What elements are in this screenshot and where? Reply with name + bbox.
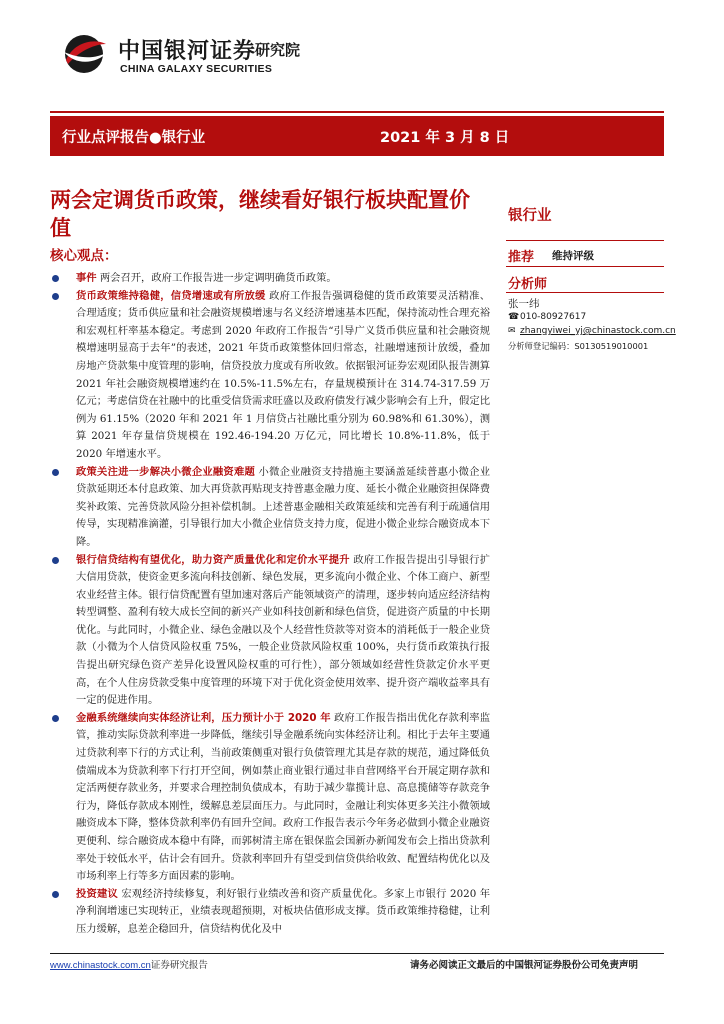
analyst-name: 张一纬: [508, 298, 540, 310]
phone-number: 010-80927617: [520, 312, 587, 322]
bullet-dot-icon: [52, 293, 59, 300]
bullet-lead: 金融系统继续向实体经济让利，压力预计小于 2020 年: [76, 711, 331, 724]
cert-label: 分析师登记编码：: [508, 341, 575, 351]
bullet-dot-icon: [52, 891, 59, 898]
bullet-lead: 投资建议: [76, 887, 118, 900]
cert-number: S0130519010001: [574, 341, 649, 351]
report-title: 两会定调货币政策，继续看好银行板块配置价值: [50, 188, 470, 240]
report-type: 行业点评报告●银行业: [62, 130, 206, 146]
bullet-lead: 政策关注进一步解决小微企业融资难题: [76, 465, 256, 478]
brand-name-en: CHINA GALAXY SECURITIES: [120, 63, 273, 75]
company-logo: [60, 30, 360, 80]
analyst-email: [508, 326, 676, 336]
sidebar-divider: [506, 240, 664, 241]
brand-name-cn: 中国银河证券: [118, 39, 257, 64]
footer-left-text: 证券研究报告: [150, 960, 208, 971]
analyst-cert: [508, 340, 648, 352]
analyst-phone: [508, 312, 586, 322]
rating-label: 推荐: [508, 250, 535, 265]
email-link[interactable]: zhangyiwei_yj@chinastock.com.cn: [520, 326, 676, 336]
website-link[interactable]: www.chinastock.com.cn: [50, 960, 151, 971]
phone-icon: ☎: [508, 312, 520, 322]
institute-label: 研究院: [255, 41, 301, 59]
list-item: [50, 552, 490, 710]
bullet-text: 政府工作报告强调稳健的货币政策要灵活精准、合理适度；货币供应量和社会融资规模增速与名义经济增速基本匹配，保持流动性合理充裕和宏观杠杆率基本稳定。考虑到 2020 年政府工作报告“引导广义货币供应量和社会融资规模增速明显高于去年”的表述，2021 年货币政策整体回归常态，社融增速预计放缓，叠加房地产贷款集中度管理的影响，信贷投放力度或有所收敛。依据银河证券宏观团队报告测算 2021 年社会融资规模增速约在 10.5%-11.5%左右，存量规模预计在 314.74-317.59 万亿元；考虑信贷在社融中的比重受信贷需求旺盛以及政府债发行减少影响会有上升，假定比例为 61.15%（2020 年和 2021 年 1 月信贷占社融比重分别为 60.98%和 61.30%），测算 2021 年存量信贷规模在 192.46-194.20 万亿元，同比增长 10.8%-11.8%，低于 2020 年增速水平。: [76, 289, 491, 460]
footer-rule: [50, 953, 664, 954]
galaxy-logo-icon: [60, 30, 110, 78]
bullet-dot-icon: [52, 715, 59, 722]
list-item: [50, 270, 490, 288]
core-views-heading: 核心观点：: [50, 248, 118, 264]
bullet-text: 小微企业融资支持措施主要涵盖延续普惠小微企业贷款延期还本付息政策、加大再贷款再贴现支持普惠金融力度、延长小微企业融资担保降费奖补政策、完善贷款风险分担补偿机制。上述普惠金融相关政策延续和完善有利于疏通信用传导，实现精准滴灌，引导银行加大小微企业信贷支持力度，促进小微企业综合融资成本下降。: [76, 465, 490, 548]
bullet-text: 政府工作报告提出引导银行扩大信用贷款，使资金更多流向科技创新、绿色发展，更多流向小微企业、个体工商户、新型农业经营主体。银行信贷配置有望加速对落后产能领域资产的清理，逐步转向适应经济结构转型调整、盈利有较大成长空间的新兴产业如科技创新和绿色信贷，促进资产质量的中长期优化。与此同时，小微企业、绿色金融以及个人经营性贷款等对资本的消耗低于一般企业贷款（小微为个人信贷风险权重 75%，一般企业贷款风险权重 100%，央行货币政策执行报告提出研究绿色资产差异化设置风险权重的可行性），部分领域如经营性贷款定价水平更高，在个人住房贷款受集中度管理的环境下对于优化资金使用效率、提升资产端收益率具有一定的促进作用。: [76, 553, 490, 707]
bullet-text: 宏观经济持续修复，利好银行业绩改善和资产质量优化。多家上市银行 2020 年净利润增速已实现转正，业绩表现超预期，对板块估值形成支撑。货币政策维持稳健，让利压力缓解，息差企稳回升，信贷结构优化及中: [76, 887, 491, 935]
bullet-lead: 事件: [76, 272, 97, 284]
bullet-dot-icon: [52, 557, 59, 564]
report-date: 2021 年 3 月 8 日: [380, 130, 510, 146]
core-views-list: [50, 270, 490, 939]
list-item: [50, 710, 490, 886]
footer-disclaimer: 请务必阅读正文最后的中国银河证券股份公司免责声明: [410, 960, 639, 971]
bullet-lead: 银行信贷结构有望优化，助力资产质量优化和定价水平提升: [76, 553, 350, 566]
bullet-lead: 货币政策维持稳健，信贷增速或有所放缓: [76, 289, 266, 302]
sidebar-divider: [506, 266, 664, 267]
list-item: [50, 886, 490, 939]
sidebar-divider: [506, 292, 664, 293]
banner-rule: [50, 111, 664, 113]
list-item: [50, 464, 490, 552]
sector-label: 银行业: [508, 208, 552, 224]
bullet-text: 政府工作报告指出优化存款利率监管，推动实际贷款利率进一步降低，继续引导金融系统向实体经济让利。相比于去年主要通过贷款利率下行的方式让利，当前政策侧重对银行负债管理尤其是存款的规范，通过降低负债端成本为贷款利率下行打开空间，例如禁止商业银行通过非自营网络平台开展定期存款和定活两便存款业务，并要求合理控制负债成本，有助于减少靠揽计息、高息揽储等存款竞争行为，降低存款成本刚性，缓解息差层面压力。与此同时，金融让利实体更多关注小微领域融资成本下降，整体贷款利率仍有回升空间。政府工作报告表示今年务必做到小微企业融资更便利、综合融资成本稳中有降，而郭树清主席在银保监会国新办新闻发布会上指出贷款利率处于较低水平，估计会有回升。贷款利率回升有望受到信贷供给收敛、配置结构优化以及市场利率上行等多方面因素的影响。: [76, 711, 490, 883]
rating-action: 维持评级: [552, 250, 594, 262]
bullet-dot-icon: [52, 275, 59, 282]
bullet-text: 两会召开，政府工作报告进一步定调明确货币政策。: [96, 272, 337, 284]
footer-source: [50, 957, 208, 971]
bullet-dot-icon: [52, 469, 59, 476]
list-item: [50, 288, 490, 464]
mail-icon: ✉: [508, 326, 516, 336]
analyst-heading: 分析师: [508, 277, 548, 292]
